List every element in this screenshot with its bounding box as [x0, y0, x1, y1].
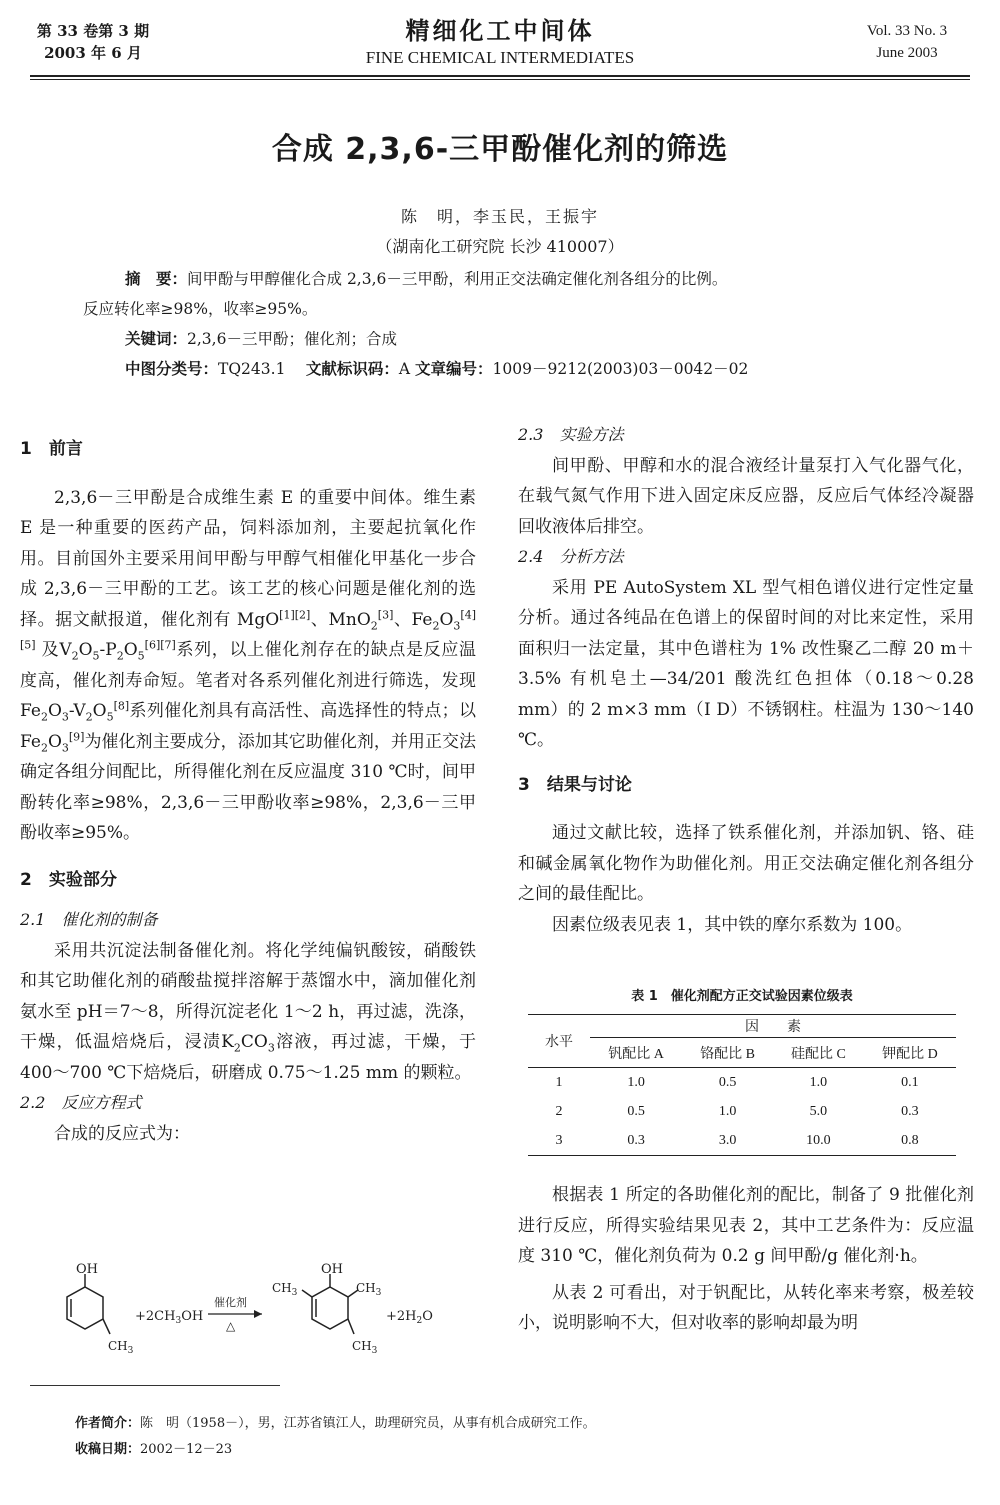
table-cell: 0.3	[627, 1132, 645, 1148]
catalyst-prep-text: 采用共沉淀法制备催化剂。将化学纯偏钒酸铵，硝酸铁和其它助催化剂的硝酸盐搅拌溶解于蒸馏水中，滴加催化剂氨水至 pH＝7～8，所得沉淀老化 1～2 h，再过滤，洗涤，干燥，低温焙烧后，浸渍	[20, 940, 476, 1052]
ch3-label-1: CH	[108, 1339, 128, 1353]
oh-label-1: OH	[76, 1262, 98, 1277]
keywords-line	[83, 324, 923, 354]
left-column	[20, 434, 476, 1149]
col-header-b: 铬配比 B	[700, 1046, 755, 1062]
author-note-label: 作者简介：	[75, 1416, 141, 1431]
table-cell: 1	[555, 1074, 563, 1090]
table-cell: 3.0	[718, 1132, 737, 1148]
col-header-d: 钾配比 D	[882, 1046, 938, 1062]
paragraph-2-3: 间甲酚、甲醇和水的混合液经计量泵打入气化器气化，在载气氮气作用下进入固定床反应器，反应后气体经冷凝器回收液体后排空。	[518, 455, 974, 537]
factor-header: 因 素	[590, 1015, 956, 1038]
ch3-label-3: CH	[356, 1281, 376, 1295]
journal-title-en: FINE CHEMICAL INTERMEDIATES	[365, 48, 635, 67]
citation-6-7: [6][7]	[144, 638, 176, 652]
abstract-line	[83, 264, 923, 294]
and-text: 及	[35, 640, 60, 660]
water-o: O	[422, 1309, 433, 1324]
journal-title	[300, 16, 700, 70]
affiliation: （湖南化工研究院 长沙 410007）	[376, 237, 624, 256]
header-rule	[30, 75, 970, 77]
issue-date: 2003 年 6 月	[44, 44, 142, 62]
keywords-label: 关键词：	[125, 330, 188, 348]
v2o5-p2o5-text: V	[59, 640, 72, 660]
author-note-text: 陈 明（1958－），男，江苏省镇江人，助理研究员，从事有机合成研究工作。	[140, 1416, 596, 1431]
arrow-head-icon	[254, 1310, 262, 1318]
oh-label-2: OH	[321, 1262, 343, 1277]
ch3-label-4: CH	[352, 1339, 372, 1353]
table-cell: 0.8	[901, 1132, 919, 1148]
catalyst-prep-text-b: 溶液，再过滤，干燥，于 400～700 ℃下焙烧后，研磨成 0.75～1.25 mm 的颗粒。	[20, 1032, 476, 1083]
table-row	[528, 1126, 956, 1156]
water-term: $+2H_2O$	[386, 1309, 433, 1326]
table-header-row-2	[528, 1038, 956, 1068]
ch3-group-1: $CH_3$	[108, 1339, 134, 1356]
footnote-rule	[30, 1385, 280, 1386]
abstract-text: 间甲酚与甲醇催化合成 2,3,6－三甲酚，利用正交法确定催化剂各组分的比例。	[187, 270, 728, 288]
clc-value: TQ243.1	[218, 360, 286, 378]
table-cell: 2	[555, 1103, 563, 1119]
citation-1-2: [1][2]	[279, 607, 311, 621]
journal-title-cn: 精细化工中间体	[405, 17, 595, 45]
citation-9: [9]	[68, 729, 85, 743]
article-title: 合成 2,3,6-三甲酚催化剂的筛选	[271, 132, 729, 167]
intro-paragraph: 2,3,6－三甲酚是合成维生素 E 的重要中间体。维生素 E 是一种重要的医药产品，饲料添加剂，主要起抗氧化作用。目前国外主要采用间甲酚与甲醇气相催化甲基化一步合成 2,3,6－三甲酚的工艺。该工艺的核心问题是催化剂的选择。据文献报道，催化剂有 MgO[1][2]、MnO$_2$[3]、$Fe_2O_3[4][5]$ 及$V_2O_5-P_2O_5[6][7]$系列，以上催化剂存在的缺点是反应温度高，催化剂寿命短。笔者对各系列催化剂进行筛选，发现 $Fe_2O_3-V_2O_5[8]$系列催化剂具有高活性、高选择性的特点；以 $Fe_2O_3[9]$为催化剂主要成分，添加其它助催化剂，并用正交法确定各组分间配比，所得催化剂在反应温度 310 ℃时，间甲酚转化率≥98%，2,3,6－三甲酚收率≥98%，2,3,6－三甲酚收率≥95%。	[20, 487, 476, 843]
header-rule-thin	[30, 79, 970, 80]
k2co3-text: K	[221, 1032, 234, 1052]
m-cresol-structure	[67, 1274, 110, 1334]
volume-en: Vol. 33 No. 3	[866, 23, 948, 39]
abstract-text-2: 反应转化率≥98%，收率≥95%。	[83, 300, 318, 318]
methanol-term: $+2CH_3OH$	[135, 1309, 204, 1326]
table-row	[528, 1097, 956, 1126]
right-column-lower	[518, 1180, 974, 1339]
citation-4-5: [4][5]	[20, 607, 476, 652]
authors: 陈 明，李玉民，王振宇	[400, 207, 599, 226]
level-header: 水平	[545, 1035, 573, 1050]
paragraph-3d: 从表 2 可看出，对于钒配比，从转化率来考察，极差较小，说明影响不大，但对收率的影响却最为明	[518, 1282, 974, 1333]
paragraph-2-4: 采用 PE AutoSystem XL 型气相色谱仪进行定性定量分析。通过各纯品在色谱上的保留时间的对比来定性，采用面积归一法定量，其中色谱柱为 1% 改性聚乙二醇 20 m＋3.5% 有机皂土—34/201 酸洗红色担体（0.18～0.28 mm）的 2 m×3 mm（I D）不锈钢柱。柱温为 130～140 ℃。	[518, 577, 974, 750]
clc-label: 中图分类号：	[125, 360, 219, 378]
table-cell: 3	[555, 1132, 563, 1148]
table-cell: 0.5	[718, 1074, 737, 1090]
methanol-label: +2CH	[135, 1309, 176, 1324]
ch3-group-2: $CH_3$	[272, 1281, 298, 1298]
intro-text-c: 为催化剂主要成分，添加其它助催化剂，并用正交法确定各组分间配比，所得催化剂在反应温度 310 ℃时，间甲酚转化率≥98%，2,3,6－三甲酚收率≥98%，2,3,6－三甲酚收率≥95%。	[20, 731, 476, 843]
mno2-text: 、MnO	[310, 609, 371, 630]
citation-3: [3]	[377, 607, 394, 621]
table-cell: 0.3	[901, 1103, 919, 1119]
article-no-value: 1009－9212(2003)03－0042－02	[492, 360, 749, 378]
doc-code-label: 文献标识码：	[305, 360, 399, 378]
heading-2-2: 2.2 反应方程式	[20, 1093, 142, 1112]
catalyst-label: 催化剂	[214, 1296, 247, 1309]
heading-experiment: 2 实验部分	[20, 869, 117, 890]
table-cell: 0.5	[627, 1103, 645, 1119]
issue-volume: 第 33 卷第 3 期	[36, 22, 150, 40]
heading-2-3: 2.3 实验方法	[518, 425, 624, 444]
ch3-group-3: $CH_3$	[356, 1281, 382, 1298]
table-row	[528, 1068, 956, 1098]
heat-symbol: △	[226, 1319, 236, 1333]
keywords: 2,3,6－三甲酚；催化剂；合成	[187, 330, 397, 348]
received-date-value: 2002－12－23	[140, 1442, 233, 1457]
article-no-label: 文章编号：	[415, 360, 493, 378]
table-cell: 1.0	[718, 1103, 737, 1119]
table-cell: 0.1	[901, 1074, 919, 1090]
col-header-a: 钒配比 A	[608, 1046, 664, 1062]
citation-8: [8]	[113, 699, 130, 713]
table-cell: 5.0	[809, 1103, 828, 1119]
abstract-block	[83, 264, 923, 384]
heading-2-1: 2.1 催化剂的制备	[20, 910, 158, 929]
paragraph-2-2: 合成的反应式为：	[54, 1123, 190, 1144]
ch3-group-4: $CH_3$	[352, 1339, 378, 1356]
trimethylphenol-structure	[302, 1274, 358, 1334]
paragraph-3b: 因素位级表见表 1，其中铁的摩尔系数为 100。	[552, 914, 913, 935]
ch3-label-2: CH	[272, 1281, 292, 1295]
received-date	[75, 1440, 232, 1460]
date-en: June 2003	[876, 45, 938, 61]
methanol-oh: OH	[181, 1309, 204, 1324]
paragraph-3a: 通过文献比较，选择了铁系催化剂，并添加钒、铬、硅和碱金属氧化物作为助催化剂。用正交法确定催化剂各组分之间的最佳配比。	[518, 823, 974, 904]
table-cell: 1.0	[809, 1074, 828, 1090]
journal-issue	[33, 20, 153, 64]
table-cell: 10.0	[806, 1132, 831, 1148]
author-note	[75, 1414, 596, 1434]
reaction-scheme	[40, 1262, 460, 1372]
intro-series-text: 系列，以上催化剂存在的缺点是反应温度高，催化剂寿命短。笔者对各系列催化剂进行筛选，发现 Fe	[20, 640, 476, 721]
doc-code-value: A	[398, 360, 411, 378]
table-cell: 1.0	[627, 1074, 645, 1090]
heading-2-4: 2.4 分析方法	[518, 547, 624, 566]
col-header-c: 硅配比 C	[790, 1046, 846, 1062]
intro-text-a: 2,3,6－三甲酚是合成维生素 E 的重要中间体。维生素 E 是一种重要的医药产品，饲料添加剂，主要起抗氧化作用。目前国外主要采用间甲酚与甲醇气相催化甲基化一步合成 2,3,6－三甲酚的工艺。该工艺的核心问题是催化剂的选择。据文献报道，催化剂有 MgO	[20, 487, 476, 630]
intro-text-b: 系列催化剂具有高活性、高选择性的特点；以 Fe	[20, 701, 476, 752]
heading-results: 3 结果与讨论	[518, 774, 632, 795]
water-label: +2H	[386, 1309, 417, 1324]
paragraph-2-1: 采用共沉淀法制备催化剂。将化学纯偏钒酸铵，硝酸铁和其它助催化剂的硝酸盐搅拌溶解于蒸馏水中，滴加催化剂氨水至 pH＝7～8，所得沉淀老化 1～2 h，再过滤，洗涤，干燥，低温焙烧后，浸渍$K_2CO_3$溶液，再过滤，干燥，于 400～700 ℃下焙烧后，研磨成 0.75～1.25 mm 的颗粒。	[20, 940, 476, 1083]
table-header-row-1	[528, 1015, 956, 1038]
fe2o3-text: 、Fe	[393, 609, 433, 630]
right-column	[518, 420, 974, 940]
table-1	[528, 985, 956, 1156]
received-date-label: 收稿日期：	[75, 1442, 141, 1457]
journal-volume-en	[847, 20, 967, 64]
heading-intro: 1 前言	[20, 439, 83, 459]
abstract-label: 摘 要：	[125, 270, 188, 288]
table-1-grid	[528, 1014, 956, 1156]
classification-line	[83, 354, 923, 384]
table-1-caption: 表 1 催化剂配方正交试验因素位级表	[631, 989, 853, 1004]
paragraph-3c: 根据表 1 所定的各助催化剂的配比，制备了 9 批催化剂进行反应，所得实验结果见表 2，其中工艺条件为：反应温度 310 ℃，催化剂负荷为 0.2 g 间甲酚/g 催化剂·h。	[518, 1185, 974, 1266]
